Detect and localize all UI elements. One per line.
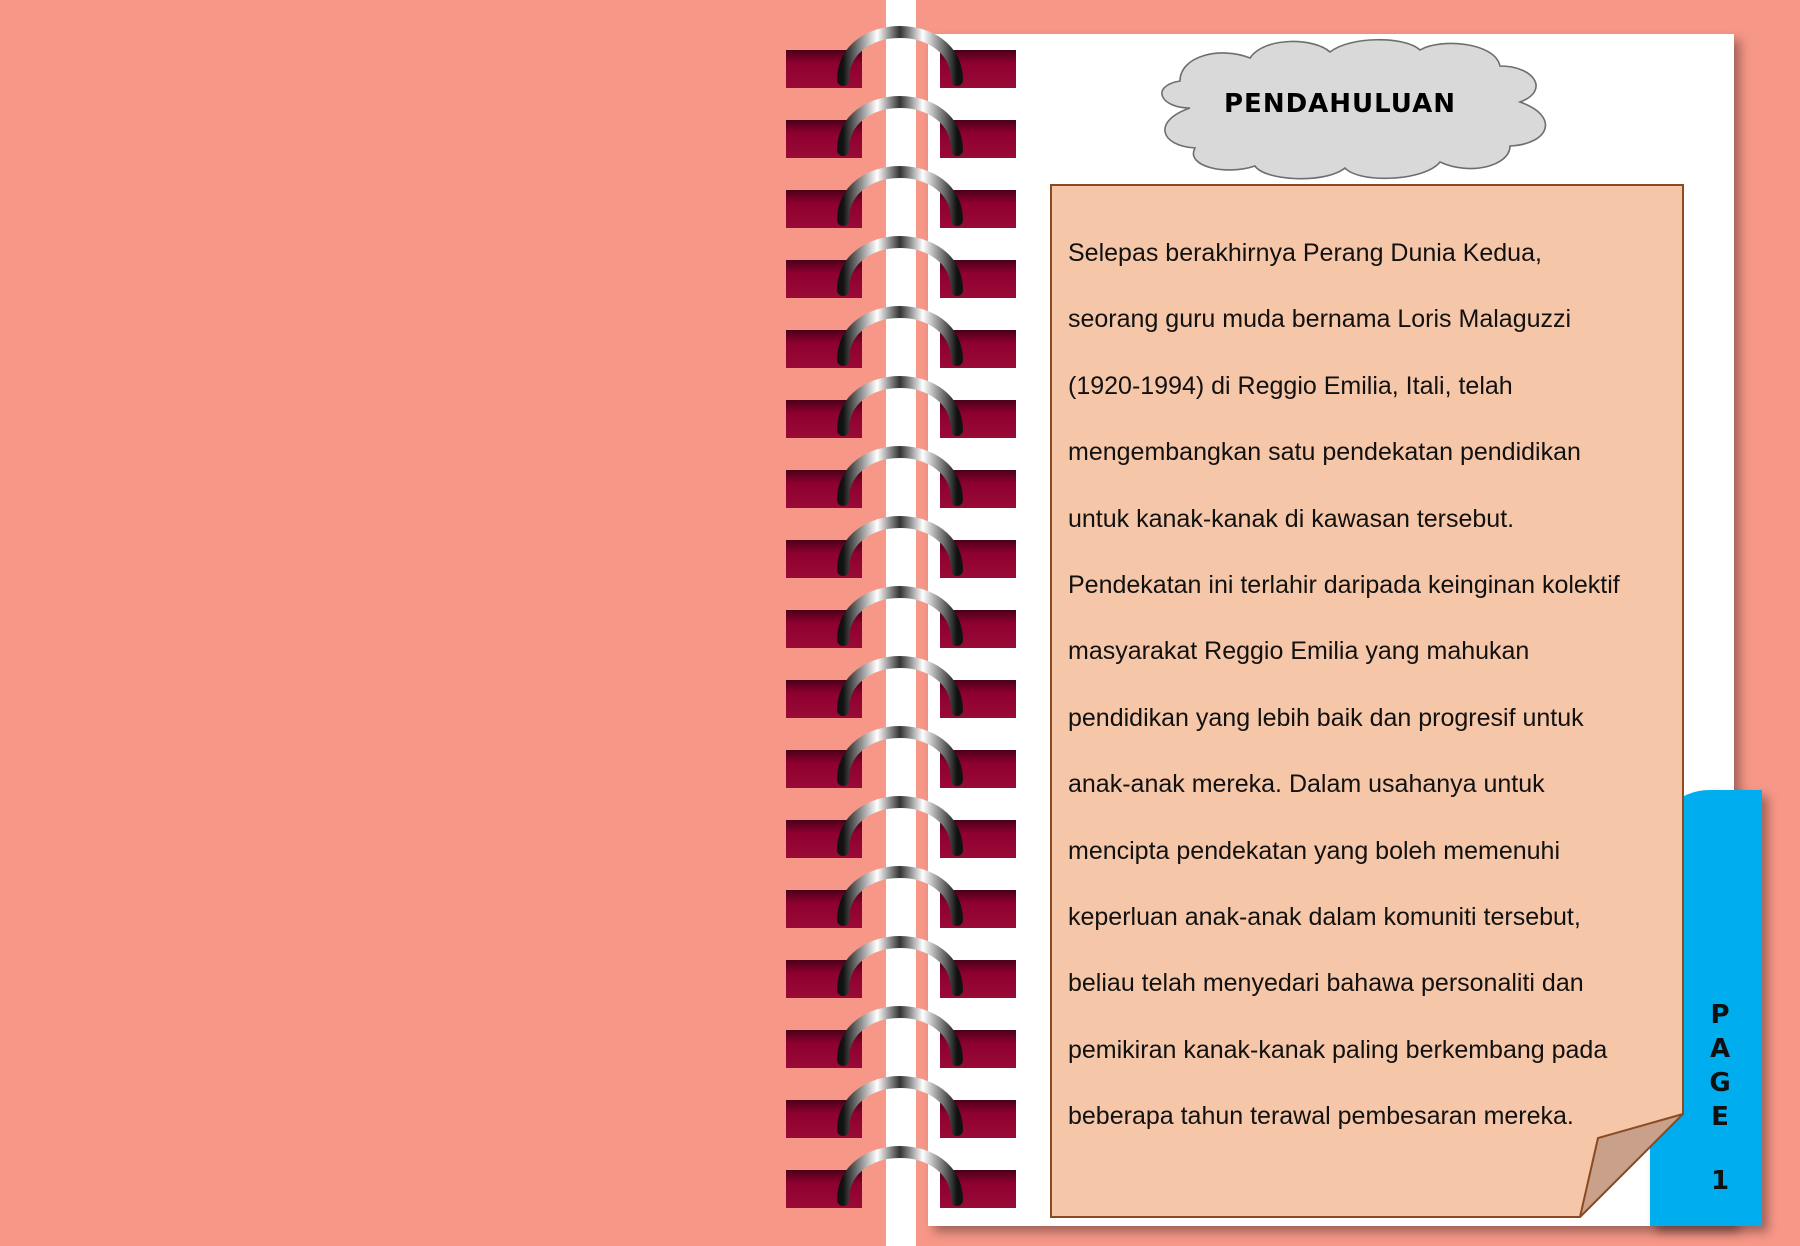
- page-tab-letter: G: [1709, 1068, 1731, 1098]
- text-line: mengembangkan satu pendekatan pendidikan: [1068, 438, 1581, 467]
- text-line: pendidikan yang lebih baik dan progresif untuk: [1068, 703, 1584, 732]
- text-line: Pendekatan ini terlahir daripada keinginan kolektif: [1068, 570, 1620, 599]
- text-line: keperluan anak-anak dalam komuniti tersebut,: [1068, 902, 1581, 931]
- text-line: Selepas berakhirnya Perang Dunia Kedua,: [1068, 239, 1542, 267]
- content-note: [1050, 184, 1684, 1218]
- text-line: (1920-1994) di Reggio Emilia, Itali, telah: [1068, 371, 1513, 400]
- text-line: mencipta pendekatan yang boleh memenuhi: [1068, 836, 1561, 865]
- page-title: PENDAHULUAN: [1224, 89, 1456, 119]
- body-text: [1068, 220, 1688, 1149]
- text-line: beberapa tahun terawal pembesaran mereka.: [1068, 1102, 1574, 1131]
- page-tab-letter: P: [1710, 1000, 1730, 1030]
- text-line: masyarakat Reggio Emilia yang mahukan: [1068, 637, 1530, 666]
- text-line: beliau telah menyedari bahawa personaliti dan: [1068, 969, 1584, 998]
- page-tab-letter: A: [1709, 1034, 1731, 1064]
- page-number: 1: [1710, 1166, 1730, 1196]
- text-line: untuk kanak-kanak di kawasan tersebut.: [1068, 504, 1515, 533]
- text-line: pemikiran kanak-kanak paling berkembang pada: [1068, 1035, 1608, 1064]
- page-tab-letter: E: [1711, 1102, 1729, 1132]
- text-line: anak-anak mereka. Dalam usahanya untuk: [1068, 770, 1545, 799]
- text-line: seorang guru muda bernama Loris Malaguzzi: [1068, 305, 1572, 334]
- title-cloud: [1140, 36, 1570, 186]
- page-tab-label[interactable]: [1700, 998, 1740, 1198]
